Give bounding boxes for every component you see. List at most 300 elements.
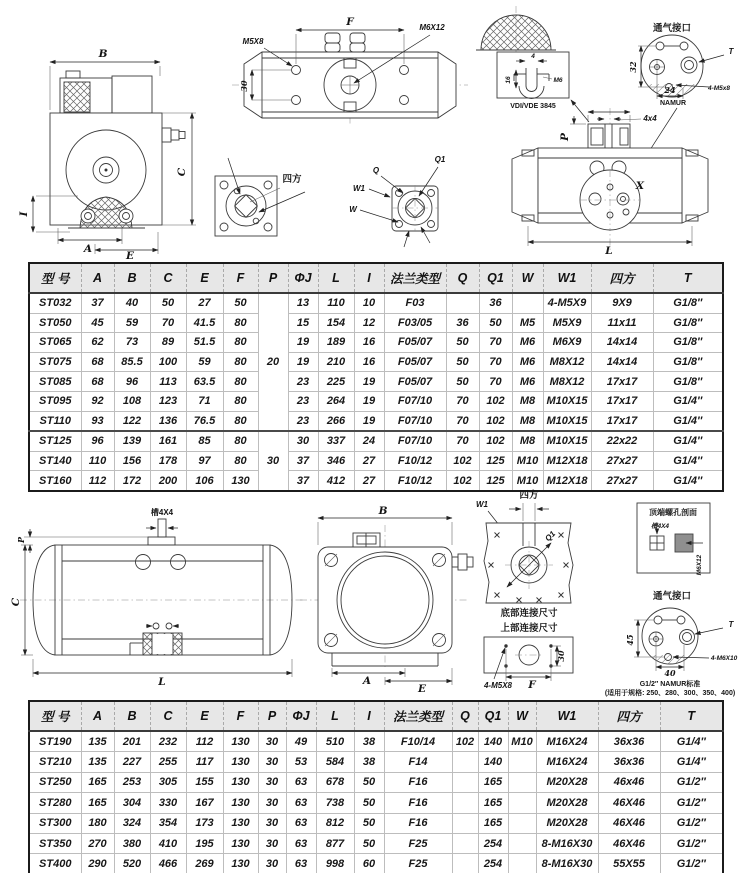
value-cell — [452, 752, 478, 772]
value-cell: 11x11 — [591, 313, 653, 333]
vent-port-title: 通气接口 — [652, 23, 692, 34]
table-row — [29, 352, 723, 372]
vent-port-title-2: 通气接口 — [652, 591, 692, 602]
value-cell: 37 — [288, 451, 318, 471]
value-cell: 227 — [114, 752, 150, 772]
value-cell: 135 — [81, 752, 114, 772]
dim-a-label-2: A — [362, 675, 372, 687]
value-cell: F07/10 — [384, 411, 446, 431]
value-cell — [446, 293, 479, 313]
model-cell: ST280 — [29, 793, 81, 813]
value-cell: 23 — [288, 391, 318, 411]
value-cell: 269 — [186, 854, 223, 873]
value-cell: G1/8″ — [653, 333, 723, 353]
table-row — [29, 313, 723, 333]
value-cell: M10 — [512, 451, 543, 471]
value-cell: 112 — [186, 731, 223, 752]
dimension-table-small-sizes — [28, 262, 724, 492]
value-cell — [452, 854, 478, 873]
dim-q1-label: Q1 — [434, 155, 446, 164]
value-cell: 165 — [478, 793, 508, 813]
value-cell: 80 — [223, 451, 258, 471]
value-cell: 130 — [223, 731, 258, 752]
value-cell: 12 — [354, 313, 384, 333]
value-cell: 102 — [479, 391, 512, 411]
value-cell: 93 — [81, 411, 114, 431]
value-cell: 63.5 — [186, 372, 223, 392]
model-cell: ST160 — [29, 471, 81, 491]
value-cell: 102 — [479, 411, 512, 431]
column-header: T — [660, 701, 723, 731]
value-cell: G1/8″ — [653, 352, 723, 372]
value-cell: F05/07 — [384, 333, 446, 353]
value-cell: 189 — [318, 333, 354, 353]
value-cell: 62 — [81, 333, 114, 353]
value-cell: F03/05 — [384, 313, 446, 333]
value-cell: 117 — [186, 752, 223, 772]
dim-32-label: 32 — [628, 61, 638, 73]
value-cell: 30 — [288, 431, 318, 451]
value-cell: G1/8″ — [653, 372, 723, 392]
value-cell: 102 — [446, 471, 479, 491]
value-cell: 17x17 — [591, 372, 653, 392]
value-cell: F14 — [384, 752, 452, 772]
value-cell: 63 — [286, 793, 316, 813]
value-cell: 70 — [446, 431, 479, 451]
column-header: F — [223, 263, 258, 293]
value-cell: G1/4″ — [653, 431, 723, 451]
value-cell: 466 — [150, 854, 186, 873]
value-cell: 178 — [150, 451, 186, 471]
dim-w1-label-2: W1 — [476, 500, 488, 509]
column-header: 法兰类型 — [384, 263, 446, 293]
value-cell: 19 — [354, 372, 384, 392]
value-cell: M10X15 — [543, 411, 591, 431]
value-cell: M10 — [508, 731, 536, 752]
value-cell: 30 — [258, 752, 286, 772]
value-cell: 50 — [479, 313, 512, 333]
value-cell: 50 — [446, 372, 479, 392]
value-cell: 10 — [354, 293, 384, 313]
value-cell: 125 — [479, 451, 512, 471]
value-cell: 30 — [258, 793, 286, 813]
value-cell: 41.5 — [186, 313, 223, 333]
value-cell: 380 — [114, 833, 150, 853]
value-cell: 130 — [223, 752, 258, 772]
column-header: E — [186, 701, 223, 731]
value-cell: 201 — [114, 731, 150, 752]
value-cell — [452, 813, 478, 833]
value-cell: 92 — [81, 391, 114, 411]
bottom-connection-caption: 底部连接尺寸 — [500, 608, 558, 619]
value-cell: M6 — [512, 372, 543, 392]
column-header: Q — [452, 701, 478, 731]
m5x8-label: M5X8 — [242, 37, 264, 46]
value-cell: 63 — [286, 813, 316, 833]
m6-label: M6 — [553, 77, 563, 84]
dim-w-label: W — [349, 205, 357, 214]
value-cell: 130 — [223, 772, 258, 792]
value-cell: 337 — [318, 431, 354, 451]
value-cell: 354 — [150, 813, 186, 833]
table-row — [29, 813, 723, 833]
value-cell: G1/2″ — [660, 833, 723, 853]
large-actuator-side-view — [10, 507, 305, 688]
value-cell: 59 — [186, 352, 223, 372]
vdi-vde-3845-detail — [497, 52, 589, 122]
value-cell: 155 — [186, 772, 223, 792]
value-cell: 85 — [186, 431, 223, 451]
dim-p-label-2: P — [16, 536, 26, 544]
value-cell: 510 — [316, 731, 354, 752]
table-row — [29, 451, 723, 471]
value-cell: G1/2″ — [660, 793, 723, 813]
value-cell: 225 — [318, 372, 354, 392]
dim-4-label: 4 — [531, 53, 535, 60]
value-cell: 165 — [478, 772, 508, 792]
four-m5x8-label-2: 4-M5X8 — [483, 681, 513, 690]
value-cell: M10 — [512, 471, 543, 491]
table-row — [29, 793, 723, 813]
column-header: W1 — [543, 263, 591, 293]
dim-p-label: P — [559, 133, 571, 141]
value-cell: 23 — [288, 411, 318, 431]
value-cell: F03 — [384, 293, 446, 313]
value-cell: 200 — [150, 471, 186, 491]
value-cell: 36 — [446, 313, 479, 333]
dim-t-label: T — [728, 47, 734, 56]
value-cell: 70 — [479, 372, 512, 392]
top-connection-caption: 上部连接尺寸 — [500, 623, 558, 634]
value-cell: 14x14 — [591, 352, 653, 372]
value-cell: 70 — [446, 411, 479, 431]
value-cell: 113 — [150, 372, 186, 392]
value-cell: 63 — [286, 833, 316, 853]
column-header: B — [114, 701, 150, 731]
column-header: 四方 — [591, 263, 653, 293]
value-cell: 46X46 — [598, 833, 660, 853]
actuator-end-view — [300, 505, 473, 695]
value-cell: 172 — [114, 471, 150, 491]
value-cell: 27 — [354, 471, 384, 491]
value-cell: 123 — [150, 391, 186, 411]
value-cell: M5X9 — [543, 313, 591, 333]
value-cell: 998 — [316, 854, 354, 873]
dim-b-label-2: B — [378, 505, 388, 517]
column-header: 法兰类型 — [384, 701, 452, 731]
value-cell: 96 — [114, 372, 150, 392]
dim-f-label-2: F — [528, 679, 536, 691]
value-cell: 19 — [354, 391, 384, 411]
dim-40-label: 40 — [664, 668, 676, 678]
value-cell: 63 — [286, 772, 316, 792]
value-cell: 140 — [478, 731, 508, 752]
value-cell: 40 — [114, 293, 150, 313]
value-cell: 135 — [81, 731, 114, 752]
value-cell: 96 — [81, 431, 114, 451]
value-cell: 254 — [478, 833, 508, 853]
column-header: Q — [446, 263, 479, 293]
value-cell: 877 — [316, 833, 354, 853]
value-cell — [508, 772, 536, 792]
dim-30-label: 30 — [239, 80, 249, 92]
value-cell: 102 — [452, 731, 478, 752]
value-cell: 50 — [354, 772, 384, 792]
square-drive-label-2: 四方 — [519, 490, 539, 501]
column-header: 型 号 — [29, 263, 81, 293]
value-cell: 70 — [479, 352, 512, 372]
value-cell: 253 — [114, 772, 150, 792]
value-cell: 161 — [150, 431, 186, 451]
value-cell: 68 — [81, 372, 114, 392]
m6x12-label-2: M6X12 — [696, 554, 703, 576]
value-cell: 60 — [354, 854, 384, 873]
value-cell: M16X24 — [536, 752, 598, 772]
table-row — [29, 411, 723, 431]
column-header: 四方 — [598, 701, 660, 731]
model-cell: ST085 — [29, 372, 81, 392]
vent-port-namur-view-2 — [605, 590, 738, 697]
table-row — [29, 752, 723, 772]
model-cell: ST032 — [29, 293, 81, 313]
actuator-front-view — [512, 108, 708, 257]
value-cell: G1/4″ — [653, 411, 723, 431]
value-cell: M12X18 — [543, 451, 591, 471]
value-cell — [508, 813, 536, 833]
g12-namur-caption: G1/2″ NAMUR标准 — [639, 681, 701, 688]
dim-45-label: 45 — [625, 634, 635, 646]
value-cell: M20X28 — [536, 772, 598, 792]
value-cell: 80 — [223, 352, 258, 372]
value-cell: 812 — [316, 813, 354, 833]
value-cell: 130 — [223, 813, 258, 833]
value-cell: F05/07 — [384, 352, 446, 372]
model-cell: ST065 — [29, 333, 81, 353]
model-cell: ST300 — [29, 813, 81, 833]
dim-e-label-2: E — [417, 683, 427, 695]
value-cell: 80 — [223, 431, 258, 451]
bottom-drawings — [0, 483, 750, 698]
column-header: ΦJ — [286, 701, 316, 731]
value-cell: M10X15 — [543, 391, 591, 411]
table-row — [29, 391, 723, 411]
merged-cell: 30 — [258, 431, 288, 491]
value-cell — [452, 833, 478, 853]
dim-16-label: 16 — [505, 76, 512, 84]
value-cell — [508, 833, 536, 853]
value-cell: 154 — [318, 313, 354, 333]
value-cell: 678 — [316, 772, 354, 792]
value-cell: 324 — [114, 813, 150, 833]
value-cell: G1/4″ — [653, 471, 723, 491]
value-cell: 14x14 — [591, 333, 653, 353]
value-cell — [452, 772, 478, 792]
column-header: A — [81, 701, 114, 731]
value-cell: 80 — [223, 313, 258, 333]
value-cell: 156 — [114, 451, 150, 471]
value-cell: 50 — [446, 352, 479, 372]
column-header: L — [318, 263, 354, 293]
column-header: E — [186, 263, 223, 293]
value-cell: M6X9 — [543, 333, 591, 353]
value-cell: M5 — [512, 313, 543, 333]
value-cell: 130 — [223, 471, 258, 491]
value-cell: 59 — [114, 313, 150, 333]
value-cell: 23 — [288, 372, 318, 392]
value-cell: 38 — [354, 752, 384, 772]
value-cell: M8 — [512, 431, 543, 451]
value-cell: 195 — [186, 833, 223, 853]
column-header: C — [150, 701, 186, 731]
value-cell: 412 — [318, 471, 354, 491]
value-cell: G1/2″ — [660, 772, 723, 792]
value-cell: 13 — [288, 293, 318, 313]
model-cell: ST075 — [29, 352, 81, 372]
model-cell: ST140 — [29, 451, 81, 471]
value-cell: 102 — [446, 451, 479, 471]
value-cell: G1/8″ — [653, 293, 723, 313]
dim-t-label-2: T — [728, 620, 734, 629]
value-cell: 80 — [223, 391, 258, 411]
value-cell: 180 — [81, 813, 114, 833]
value-cell: 15 — [288, 313, 318, 333]
column-header: L — [316, 701, 354, 731]
table-row — [29, 772, 723, 792]
value-cell: 136 — [150, 411, 186, 431]
table-row — [29, 854, 723, 873]
value-cell: 584 — [316, 752, 354, 772]
dim-i-label: I — [18, 211, 30, 217]
actuator-top-view — [232, 16, 468, 126]
value-cell: 50 — [354, 813, 384, 833]
dim-a-label: A — [83, 243, 93, 255]
value-cell: 22x22 — [591, 431, 653, 451]
value-cell: 46x46 — [598, 772, 660, 792]
value-cell: G1/4″ — [653, 451, 723, 471]
value-cell: 122 — [114, 411, 150, 431]
indicator-dome — [476, 6, 556, 58]
value-cell: M16X24 — [536, 731, 598, 752]
shaft-bottom-view — [349, 155, 446, 247]
dim-l-label-2: L — [158, 676, 166, 688]
value-cell: G1/2″ — [660, 813, 723, 833]
value-cell: 46X46 — [598, 793, 660, 813]
dim-4x4-label: 4x4 — [643, 114, 657, 123]
value-cell: 19 — [288, 333, 318, 353]
value-cell: 36x36 — [598, 731, 660, 752]
column-header: Q1 — [479, 263, 512, 293]
value-cell: 63 — [286, 854, 316, 873]
value-cell: M6 — [512, 333, 543, 353]
value-cell: 85.5 — [114, 352, 150, 372]
top-drawings — [0, 0, 750, 260]
value-cell: 139 — [114, 431, 150, 451]
value-cell: 738 — [316, 793, 354, 813]
model-cell: ST400 — [29, 854, 81, 873]
value-cell: M6 — [512, 352, 543, 372]
value-cell: F10/14 — [384, 731, 452, 752]
value-cell — [508, 793, 536, 813]
value-cell: G1/8″ — [653, 313, 723, 333]
value-cell: 27 — [186, 293, 223, 313]
table-row — [29, 731, 723, 752]
value-cell: G1/4″ — [660, 752, 723, 772]
value-cell: 165 — [478, 813, 508, 833]
value-cell: 290 — [81, 854, 114, 873]
value-cell: F05/07 — [384, 372, 446, 392]
value-cell: 36 — [479, 293, 512, 313]
dim-24-label: 24 — [664, 85, 676, 95]
value-cell: 410 — [150, 833, 186, 853]
vdi-vde-label: VDI/VDE 3845 — [510, 103, 556, 110]
applicable-sizes-caption: (适用于规格: 250、280、300、350、400) — [604, 690, 736, 697]
value-cell: 73 — [114, 333, 150, 353]
value-cell — [508, 854, 536, 873]
dim-q-label: Q — [372, 166, 380, 175]
value-cell: 51.5 — [186, 333, 223, 353]
value-cell: 30 — [258, 772, 286, 792]
value-cell: 9X9 — [591, 293, 653, 313]
dim-f-label: F — [346, 16, 354, 28]
value-cell: 304 — [114, 793, 150, 813]
value-cell: 24 — [354, 431, 384, 451]
column-header: C — [150, 263, 186, 293]
model-cell: ST125 — [29, 431, 81, 451]
value-cell: G1/2″ — [660, 854, 723, 873]
value-cell: 37 — [288, 471, 318, 491]
value-cell: 50 — [354, 833, 384, 853]
value-cell: 80 — [223, 333, 258, 353]
square-flange-view — [215, 158, 305, 236]
column-header: I — [354, 701, 384, 731]
value-cell: 520 — [114, 854, 150, 873]
square-drive-label: 四方 — [282, 174, 302, 185]
value-cell: 68 — [81, 352, 114, 372]
value-cell: 210 — [318, 352, 354, 372]
value-cell: 53 — [286, 752, 316, 772]
value-cell: 110 — [81, 451, 114, 471]
value-cell: 30 — [258, 813, 286, 833]
value-cell: 305 — [150, 772, 186, 792]
value-cell: 50 — [354, 793, 384, 813]
top-screw-hole-section — [637, 503, 710, 575]
value-cell: 112 — [81, 471, 114, 491]
value-cell: G1/4″ — [660, 731, 723, 752]
column-header: W — [512, 263, 543, 293]
actuator-side-view — [18, 48, 196, 260]
value-cell: M12X18 — [543, 471, 591, 491]
value-cell: 50 — [150, 293, 186, 313]
value-cell: 30 — [258, 731, 286, 752]
dim-c-label-2: C — [10, 597, 22, 607]
value-cell: 37 — [81, 293, 114, 313]
model-cell: ST110 — [29, 411, 81, 431]
value-cell: 36x36 — [598, 752, 660, 772]
value-cell: 17x17 — [591, 411, 653, 431]
value-cell: M20X28 — [536, 813, 598, 833]
value-cell: 19 — [354, 411, 384, 431]
model-cell: ST210 — [29, 752, 81, 772]
value-cell: 173 — [186, 813, 223, 833]
table-row — [29, 293, 723, 313]
spec-table — [28, 700, 724, 873]
value-cell: 167 — [186, 793, 223, 813]
value-cell: 30 — [258, 854, 286, 873]
value-cell: M10X15 — [543, 431, 591, 451]
value-cell: 27x27 — [591, 471, 653, 491]
value-cell: 165 — [81, 772, 114, 792]
value-cell: 70 — [150, 313, 186, 333]
